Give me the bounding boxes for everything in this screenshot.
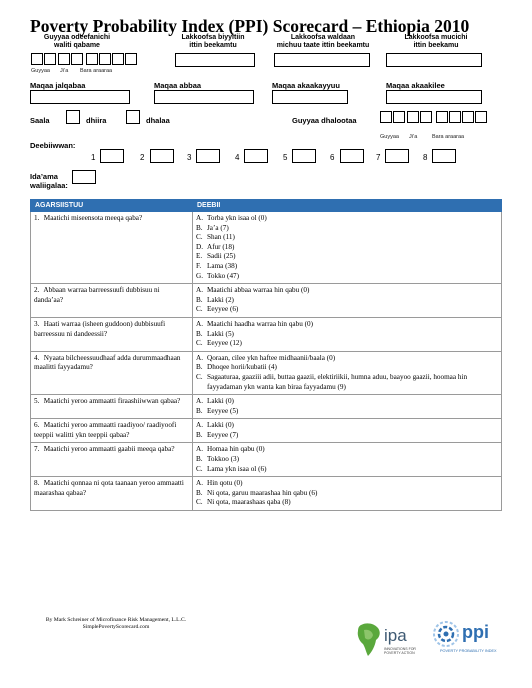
birth-year-box-4[interactable] bbox=[475, 111, 487, 123]
answer-option[interactable] bbox=[196, 363, 498, 373]
answer-box-2[interactable] bbox=[150, 149, 174, 163]
ppi-swirl-icon bbox=[432, 620, 460, 650]
question-row bbox=[31, 477, 502, 511]
africa-map-icon bbox=[356, 622, 382, 658]
date-year-box-2[interactable] bbox=[99, 53, 111, 65]
question-text: Haati warraa (isheen guddoon) dubbisuufi barreessuu ni dandeessii? bbox=[34, 319, 166, 338]
answer-cell bbox=[193, 419, 502, 443]
answer-option-letter: A. bbox=[196, 397, 203, 406]
question-cell bbox=[31, 443, 193, 477]
answer-option-text: Lakki (2) bbox=[207, 295, 234, 304]
date-month-caption: Ji’a bbox=[60, 68, 69, 74]
answer-option-text: Torba ykn isaa ol (0) bbox=[207, 214, 267, 222]
answer-option[interactable] bbox=[196, 479, 498, 489]
answer-option[interactable] bbox=[196, 243, 498, 253]
ppi-logo-text: ppi bbox=[462, 622, 489, 642]
question-text: Nyaata bilcheessuudhaaf adda durummaadhaan maalitti fayyadamu? bbox=[34, 353, 181, 372]
answer-option-text: Afur (18) bbox=[207, 242, 235, 251]
grandfather-name-box[interactable] bbox=[272, 90, 348, 104]
question-text: Maatichi yeroo ammaatti firaashiiwwan qabaa? bbox=[43, 397, 181, 406]
answer-number-7: 7 bbox=[376, 153, 381, 162]
question-row bbox=[31, 351, 502, 394]
question-cell bbox=[31, 284, 193, 318]
answer-option-letter: C. bbox=[196, 464, 203, 473]
answer-option-letter: B. bbox=[196, 329, 203, 338]
answer-box-3[interactable] bbox=[196, 149, 220, 163]
answer-option[interactable] bbox=[196, 397, 498, 407]
answer-option-letter: A. bbox=[196, 479, 203, 488]
label-female: dhalaa bbox=[146, 116, 170, 125]
answer-option-text: Lama (38) bbox=[207, 261, 238, 270]
answer-option[interactable] bbox=[196, 421, 498, 431]
question-row bbox=[31, 284, 502, 318]
answer-option[interactable] bbox=[196, 224, 498, 234]
field-label-date-collected: Guyyaa odeefanichi waliti qabame bbox=[43, 34, 111, 49]
answer-cell bbox=[193, 284, 502, 318]
label-father-name: Maqaa abbaa bbox=[154, 81, 202, 90]
date-day-box-1[interactable] bbox=[31, 53, 43, 65]
answer-option[interactable] bbox=[196, 407, 498, 417]
answer-option-letter: G. bbox=[196, 271, 203, 280]
answer-option-text: Lakki (0) bbox=[207, 421, 234, 430]
answer-cell bbox=[193, 477, 502, 511]
page-title: Poverty Probability Index (PPI) Scorecard – Ethiopia 2010 bbox=[30, 16, 470, 36]
answer-box-4[interactable] bbox=[244, 149, 268, 163]
answer-option[interactable] bbox=[196, 252, 498, 262]
footer-author: By Mark Schreiner of Microfinance Risk Management, L.L.C. bbox=[45, 617, 187, 623]
answer-option-letter: B. bbox=[196, 430, 203, 439]
answer-option-letter: C. bbox=[196, 305, 203, 314]
question-row bbox=[31, 419, 502, 443]
answer-option[interactable] bbox=[196, 373, 498, 392]
answer-option-letter: A. bbox=[196, 319, 203, 328]
answer-option-text: Qoraan, cilee ykn haftee midhaanii/baala (0) bbox=[207, 353, 336, 362]
ipa-logo bbox=[356, 620, 426, 664]
answer-number-2: 2 bbox=[140, 153, 145, 162]
column-header-indicator: AGARSIISTUU bbox=[31, 200, 193, 212]
question-number: 4. bbox=[34, 353, 40, 362]
answer-option[interactable] bbox=[196, 262, 498, 272]
answer-option-letter: A. bbox=[196, 353, 203, 362]
answer-box-1[interactable] bbox=[100, 149, 124, 163]
partner-id-box[interactable] bbox=[274, 53, 370, 67]
footer-credit bbox=[30, 617, 202, 631]
answer-option-letter: B. bbox=[196, 295, 203, 304]
sex-male-checkbox[interactable] bbox=[66, 110, 80, 124]
question-cell bbox=[31, 395, 193, 419]
date-year-box-3[interactable] bbox=[112, 53, 124, 65]
answer-option-text: Ni qota, garuu maarashaa hin qabu (6) bbox=[207, 488, 318, 497]
answer-option-letter: E. bbox=[196, 252, 203, 261]
question-number: 8. bbox=[34, 479, 40, 488]
answer-option-text: Eeyyee (7) bbox=[207, 430, 239, 439]
answer-option-text: Tokkoo (3) bbox=[207, 455, 240, 464]
answer-option[interactable] bbox=[196, 214, 498, 224]
answer-option-letter: C. bbox=[196, 498, 203, 507]
answer-number-5: 5 bbox=[283, 153, 288, 162]
answer-option[interactable] bbox=[196, 445, 498, 455]
footer-website: SimplePovertyScorecard.com bbox=[82, 624, 150, 630]
answer-option-text: Eeyyee (5) bbox=[207, 406, 239, 415]
birth-month-box-1[interactable] bbox=[407, 111, 419, 123]
answer-option[interactable] bbox=[196, 489, 498, 499]
question-row bbox=[31, 395, 502, 419]
answer-option[interactable] bbox=[196, 286, 498, 296]
question-cell bbox=[31, 351, 193, 394]
answer-option[interactable] bbox=[196, 431, 498, 441]
answer-option-letter: C. bbox=[196, 372, 203, 381]
answer-option-text: Lama ykn isaa ol (6) bbox=[207, 464, 267, 473]
answer-option-letter: F. bbox=[196, 261, 202, 270]
client-id-box[interactable] bbox=[386, 53, 482, 67]
answer-option-letter: A. bbox=[196, 214, 203, 222]
answer-option-text: Dhoqee horii/kubatii (4) bbox=[207, 363, 277, 372]
question-cell bbox=[31, 212, 193, 284]
answer-option-text: Tokko (47) bbox=[207, 271, 240, 280]
answer-option[interactable] bbox=[196, 272, 498, 282]
label-male: dhiira bbox=[86, 116, 107, 125]
answer-option-text: Sadii (25) bbox=[207, 252, 236, 261]
answer-option-letter: B. bbox=[196, 455, 203, 464]
label-sex: Saala bbox=[30, 116, 50, 125]
answer-option-text: Eeyyee (12) bbox=[207, 339, 242, 348]
answer-option-letter: B. bbox=[196, 406, 203, 415]
question-number: 1. bbox=[34, 214, 40, 222]
date-month-box-1[interactable] bbox=[58, 53, 70, 65]
birth-day-box-2[interactable] bbox=[393, 111, 405, 123]
answer-cell bbox=[193, 351, 502, 394]
question-number: 6. bbox=[34, 421, 40, 430]
answer-cell bbox=[193, 317, 502, 351]
total-score-box[interactable] bbox=[72, 170, 96, 184]
date-year-box-4[interactable] bbox=[125, 53, 137, 65]
answer-option-text: Lakki (5) bbox=[207, 329, 234, 338]
ipa-logo-tagline: INNOVATIONS FOR POVERTY ACTION bbox=[384, 647, 416, 655]
sex-female-checkbox[interactable] bbox=[126, 110, 140, 124]
answer-option-letter: D. bbox=[196, 242, 203, 251]
question-cell bbox=[31, 317, 193, 351]
question-text: Abbaan warraa barreessuufi dubbisuu ni danda’aa? bbox=[34, 286, 160, 304]
answer-box-8[interactable] bbox=[432, 149, 456, 163]
answer-number-1: 1 bbox=[91, 153, 96, 162]
answer-option-text: Sagaaturaa, gaaziii adii, buttaa gaazii, elektiriikii, humna aduu, baayoo gaazii, hoomaa hin fayyadaman ykn wanta kan biraa fayyadamu (9) bbox=[207, 372, 468, 391]
answer-cell bbox=[193, 395, 502, 419]
answer-option[interactable] bbox=[196, 498, 498, 508]
scorecard-table bbox=[30, 199, 502, 511]
answer-option-text: Lakki (0) bbox=[207, 397, 234, 406]
question-row bbox=[31, 317, 502, 351]
great-grandfather-name-box[interactable] bbox=[386, 90, 482, 104]
ipa-logo-text: ipa bbox=[384, 626, 407, 645]
label-grandfather-name: Maqaa akaakayyuu bbox=[272, 81, 340, 90]
answer-option-letter: A. bbox=[196, 286, 203, 295]
father-name-box[interactable] bbox=[154, 90, 254, 104]
answer-option[interactable] bbox=[196, 455, 498, 465]
label-first-name: Maqaa jalqabaa bbox=[30, 81, 86, 90]
answer-option-letter: B. bbox=[196, 223, 203, 232]
answer-option-letter: A. bbox=[196, 445, 203, 454]
first-name-box[interactable] bbox=[30, 90, 130, 104]
birth-year-caption: Bara araaraa bbox=[432, 134, 465, 140]
field-label-country-id: Lakkoofsa biyyitiin ittin beekamtu bbox=[181, 34, 245, 49]
birth-day-caption: Guyyaa bbox=[380, 134, 399, 140]
answer-cell bbox=[193, 212, 502, 284]
question-row bbox=[31, 212, 502, 284]
answer-option-text: Eeyyee (6) bbox=[207, 305, 239, 314]
answer-box-5[interactable] bbox=[292, 149, 316, 163]
answer-option-text: Maatichi haadha warraa hin qabu (0) bbox=[207, 319, 313, 328]
answer-option-text: Maatichi abbaa warraa hin qabu (0) bbox=[207, 286, 310, 295]
answer-option[interactable] bbox=[196, 320, 498, 330]
answer-option[interactable] bbox=[196, 339, 498, 349]
country-id-box[interactable] bbox=[175, 53, 255, 67]
answer-number-8: 8 bbox=[423, 153, 428, 162]
question-row bbox=[31, 443, 502, 477]
birth-year-box-1[interactable] bbox=[436, 111, 448, 123]
date-year-box-1[interactable] bbox=[86, 53, 98, 65]
question-cell bbox=[31, 419, 193, 443]
answer-number-3: 3 bbox=[187, 153, 192, 162]
birth-year-box-3[interactable] bbox=[462, 111, 474, 123]
label-total: Ida’ama waliigalaa: bbox=[30, 172, 68, 190]
label-answers: Deebiiwwan: bbox=[30, 141, 76, 150]
answer-option[interactable] bbox=[196, 233, 498, 243]
ppi-logo bbox=[432, 618, 504, 662]
field-label-client-id: Lakkoofsa mucichi ittin beekamu bbox=[404, 34, 468, 49]
date-day-caption: Guyyaa bbox=[31, 68, 50, 74]
answer-number-4: 4 bbox=[235, 153, 240, 162]
answer-option[interactable] bbox=[196, 354, 498, 364]
answer-option[interactable] bbox=[196, 330, 498, 340]
answer-option-letter: C. bbox=[196, 233, 203, 242]
column-header-answer: DEEBII bbox=[193, 200, 502, 212]
answer-option-text: Shan (11) bbox=[207, 233, 235, 242]
question-number: 3. bbox=[34, 319, 40, 328]
birth-month-box-2[interactable] bbox=[420, 111, 432, 123]
answer-option-letter: A. bbox=[196, 421, 203, 430]
answer-option[interactable] bbox=[196, 465, 498, 475]
answer-number-6: 6 bbox=[330, 153, 335, 162]
question-text: Maatichi qonnaa ni qota taanaan yeroo ammaatti maarashaa qabaa? bbox=[34, 479, 184, 497]
answer-option[interactable] bbox=[196, 296, 498, 306]
label-birth-date: Guyyaa dhalootaa bbox=[292, 116, 357, 125]
birth-month-caption: Ji’a bbox=[409, 134, 418, 140]
question-number: 2. bbox=[34, 286, 40, 295]
answer-cell bbox=[193, 443, 502, 477]
answer-option-letter: B. bbox=[196, 488, 203, 497]
answer-option-text: Ni qota, maarashaas qaba (8) bbox=[207, 498, 291, 507]
question-number: 5. bbox=[34, 397, 40, 406]
answer-option-text: Ja’a (7) bbox=[207, 223, 229, 232]
answer-box-7[interactable] bbox=[385, 149, 409, 163]
answer-box-6[interactable] bbox=[340, 149, 364, 163]
birth-day-box-1[interactable] bbox=[380, 111, 392, 123]
date-month-box-2[interactable] bbox=[71, 53, 83, 65]
question-number: 7. bbox=[34, 445, 40, 454]
date-year-caption: Bara araaraa bbox=[80, 68, 113, 74]
scorecard-table-body bbox=[31, 212, 502, 511]
question-text: Maatichi yeroo ammaatti raadiyoo/ raadiyoofi teeppii walitti ykn teeppii qabaa? bbox=[34, 421, 177, 439]
answer-option-text: Homaa hin qabu (0) bbox=[207, 445, 265, 454]
label-great-grandfather-name: Maqaa akaakilee bbox=[386, 81, 445, 90]
field-label-partner-id: Lakkoofsa waldaan michuu taate ittin beekamtu bbox=[276, 34, 370, 49]
answer-option-letter: B. bbox=[196, 363, 203, 372]
date-day-box-2[interactable] bbox=[44, 53, 56, 65]
ppi-logo-tagline: POVERTY PROBABILITY INDEX bbox=[440, 649, 497, 653]
question-text: Maatichi yeroo ammaatti gaabii meeqa qaba? bbox=[43, 445, 175, 454]
question-cell bbox=[31, 477, 193, 511]
answer-option-letter: C. bbox=[196, 339, 203, 348]
birth-year-box-2[interactable] bbox=[449, 111, 461, 123]
answer-option[interactable] bbox=[196, 305, 498, 315]
question-text: Maatichi miseensota meeqa qaba? bbox=[43, 214, 143, 222]
answer-option-text: Hin qotu (0) bbox=[207, 479, 243, 488]
